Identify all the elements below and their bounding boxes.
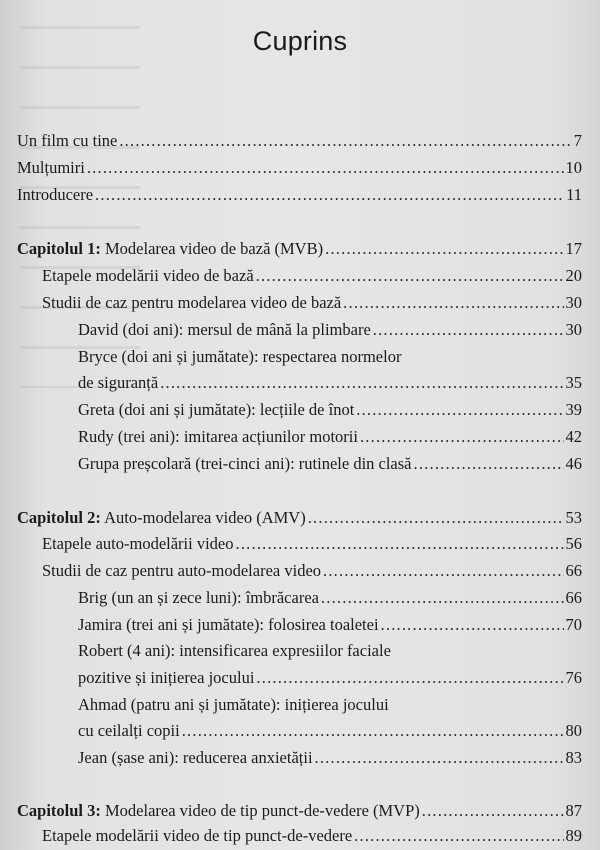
chapter-prefix: Capitolul 3: bbox=[17, 801, 101, 820]
toc-section[interactable] bbox=[42, 534, 582, 554]
toc-case[interactable] bbox=[78, 748, 582, 768]
toc-entry-label: Greta (doi ani și jumătate): lecțiile de înot bbox=[78, 400, 355, 419]
chapter-title: Auto-modelarea video (AMV) bbox=[104, 508, 306, 527]
toc-leader-dots bbox=[160, 373, 563, 393]
toc-leader-dots bbox=[321, 588, 564, 608]
toc-page-number: 66 bbox=[565, 588, 582, 607]
chapter-prefix: Capitolul 1: bbox=[17, 239, 101, 258]
toc-leader-dots bbox=[360, 427, 564, 447]
toc-case[interactable] bbox=[78, 721, 582, 741]
toc-section[interactable] bbox=[42, 826, 582, 846]
toc-chapter-3[interactable] bbox=[17, 801, 582, 821]
toc-entry-label: Studii de caz pentru auto-modelarea video bbox=[42, 561, 322, 580]
toc-page-number: 87 bbox=[565, 801, 582, 820]
toc-entry-label: Mulțumiri bbox=[17, 158, 85, 177]
toc-case[interactable] bbox=[78, 454, 582, 474]
toc-entry-front[interactable] bbox=[17, 185, 582, 205]
toc-case[interactable] bbox=[78, 615, 582, 635]
toc-section[interactable] bbox=[42, 561, 582, 581]
chapter-prefix: Capitolul 2: bbox=[17, 508, 101, 527]
toc-entry-label: Etapele modelării video de tip punct-de-vedere bbox=[42, 826, 353, 845]
toc-page-number: 53 bbox=[565, 508, 582, 527]
toc-case[interactable] bbox=[78, 400, 582, 420]
toc-section[interactable] bbox=[42, 293, 582, 313]
toc-page-number: 46 bbox=[565, 454, 582, 473]
toc-entry-label: Un film cu tine bbox=[17, 131, 118, 150]
toc-leader-dots bbox=[381, 615, 564, 635]
toc-leader-dots bbox=[414, 454, 564, 474]
toc-leader-dots bbox=[256, 668, 563, 688]
toc-leader-dots bbox=[87, 158, 564, 178]
chapter-title: Modelarea video de tip punct-de-vedere (MVP) bbox=[105, 801, 420, 820]
toc-case[interactable] bbox=[78, 668, 582, 688]
chapter-title: Modelarea video de bază (MVB) bbox=[105, 239, 324, 258]
toc-case[interactable] bbox=[78, 588, 582, 608]
toc-page-number: 42 bbox=[565, 427, 582, 446]
toc-leader-dots bbox=[308, 508, 564, 528]
toc-case-line: Bryce (doi ani și jumătate): respectarea normelor bbox=[78, 347, 402, 366]
toc-case[interactable] bbox=[78, 427, 582, 447]
toc-leader-dots bbox=[354, 826, 563, 846]
toc-page-number: 20 bbox=[565, 266, 582, 285]
toc-leader-dots bbox=[343, 293, 563, 313]
toc-leader-dots bbox=[95, 185, 564, 205]
toc-entry-label: Etapele modelării video de bază bbox=[42, 266, 254, 285]
toc-case-line: Robert (4 ani): intensificarea expresiilor faciale bbox=[78, 641, 391, 660]
toc-leader-dots bbox=[323, 561, 563, 581]
toc-leader-dots bbox=[356, 400, 563, 420]
toc-page-number: 30 bbox=[565, 293, 582, 312]
toc-case-line: Ahmad (patru ani și jumătate): inițierea jocului bbox=[78, 695, 389, 714]
toc-chapter-1[interactable] bbox=[17, 239, 582, 259]
toc-entry-label: Jean (șase ani): reducerea anxietății bbox=[78, 748, 313, 767]
toc-entry-label: Etapele auto-modelării video bbox=[42, 534, 234, 553]
toc-page-number: 66 bbox=[565, 561, 582, 580]
toc-entry-label: Grupa preșcolară (trei-cinci ani): rutinele din clasă bbox=[78, 454, 412, 473]
toc-page-number: 39 bbox=[565, 400, 582, 419]
toc-entry-label: de siguranță bbox=[78, 373, 159, 392]
toc-page-number: 83 bbox=[565, 748, 582, 767]
toc-page-number: 89 bbox=[565, 826, 582, 845]
toc-case[interactable] bbox=[78, 373, 582, 393]
toc-chapter-2[interactable] bbox=[17, 508, 582, 528]
toc-page-number: 17 bbox=[565, 239, 582, 258]
toc-leader-dots bbox=[325, 239, 563, 259]
toc-chapter-label bbox=[17, 239, 323, 259]
toc-entry-front[interactable] bbox=[17, 158, 582, 178]
toc-leader-dots bbox=[315, 748, 564, 768]
toc-chapter-label bbox=[17, 508, 306, 528]
toc-page-number: 7 bbox=[573, 131, 582, 150]
toc-leader-dots bbox=[236, 534, 564, 554]
toc-leader-dots bbox=[373, 320, 564, 340]
toc-entry-front[interactable] bbox=[17, 131, 582, 151]
toc-page-number: 10 bbox=[565, 158, 582, 177]
toc-page-number: 35 bbox=[565, 373, 582, 392]
toc-entry-label: pozitive și inițierea jocului bbox=[78, 668, 255, 687]
page-title: Cuprins bbox=[252, 26, 348, 56]
toc-leader-dots bbox=[119, 131, 571, 151]
toc-page-number: 56 bbox=[565, 534, 582, 553]
toc-entry-label: Rudy (trei ani): imitarea acțiunilor motorii bbox=[78, 427, 358, 446]
toc-page-number: 80 bbox=[565, 721, 582, 740]
toc-entry-label: Studii de caz pentru modelarea video de bază bbox=[42, 293, 342, 312]
toc-entry-label: Brig (un an și zece luni): îmbrăcarea bbox=[78, 588, 319, 607]
toc-entry-label: Jamira (trei ani și jumătate): folosirea toaletei bbox=[78, 615, 379, 634]
toc-page-number: 30 bbox=[565, 320, 582, 339]
toc-page-number: 11 bbox=[566, 185, 582, 204]
toc-case[interactable] bbox=[78, 320, 582, 340]
toc-page-number: 76 bbox=[565, 668, 582, 687]
toc-leader-dots bbox=[182, 721, 564, 741]
toc-page-number: 70 bbox=[565, 615, 582, 634]
toc-entry-label: David (doi ani): mersul de mână la plimbare bbox=[78, 320, 371, 339]
toc-leader-dots bbox=[256, 266, 564, 286]
toc-entry-label: cu ceilalți copii bbox=[78, 721, 180, 740]
toc-chapter-label bbox=[17, 801, 420, 821]
toc-leader-dots bbox=[422, 801, 564, 821]
toc-section[interactable] bbox=[42, 266, 582, 286]
toc-entry-label: Introducere bbox=[17, 185, 94, 204]
